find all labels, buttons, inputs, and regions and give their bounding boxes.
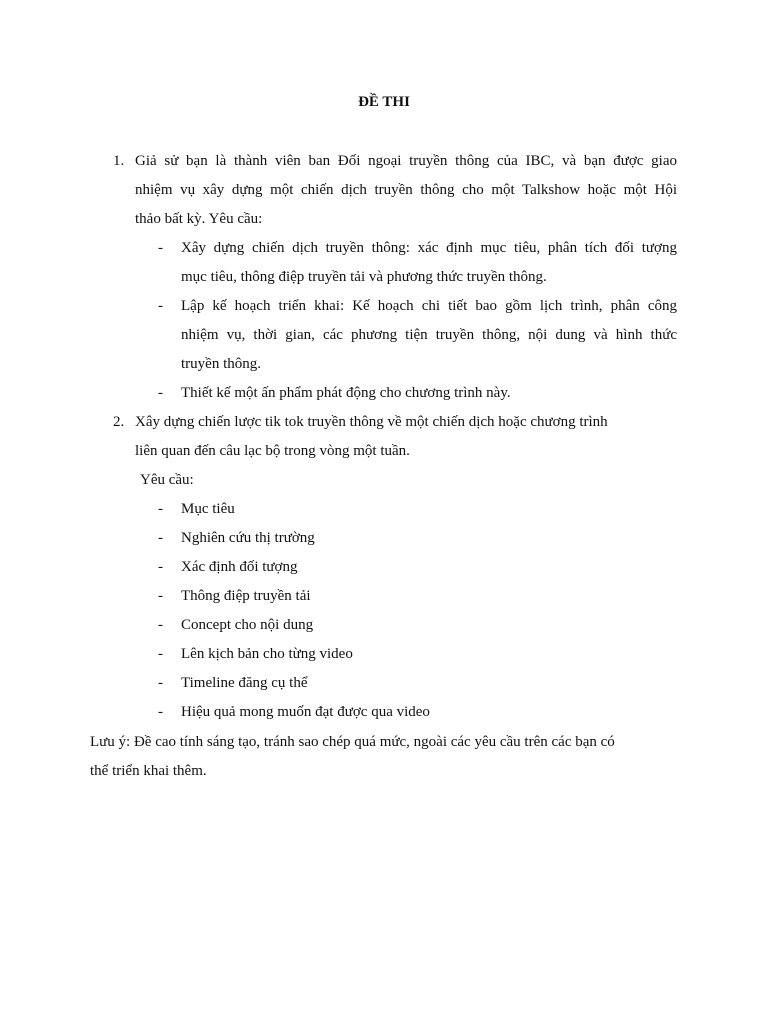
q2-bullet-item: Nghiên cứu thị trường bbox=[181, 530, 315, 546]
q1-bullet-3-line-1: Thiết kế một ấn phẩm phát động cho chương trình này. bbox=[181, 385, 511, 401]
bullet-dash: - bbox=[158, 675, 163, 691]
q1-line-3: thảo bất kỳ. Yêu cầu: bbox=[135, 211, 263, 227]
q1-bullet-1-line-2: mục tiêu, thông điệp truyền tải và phương thức truyền thông. bbox=[181, 269, 547, 285]
q1-bullet-2-line-3: truyền thông. bbox=[181, 356, 261, 372]
page-title: ĐỀ THI bbox=[358, 94, 410, 110]
q1-bullet-2-line-2: nhiệm vụ, thời gian, các phương tiện truyền thông, nội dung và hình thức bbox=[181, 327, 677, 343]
q2-requirements-label: Yêu cầu: bbox=[140, 472, 194, 488]
q2-bullet-item: Thông điệp truyền tải bbox=[181, 588, 311, 604]
q1-number: 1. bbox=[113, 153, 125, 169]
bullet-dash: - bbox=[158, 704, 163, 720]
bullet-dash: - bbox=[158, 298, 163, 314]
bullet-dash: - bbox=[158, 559, 163, 575]
bullet-dash: - bbox=[158, 501, 163, 517]
bullet-dash: - bbox=[158, 588, 163, 604]
note-line-2: thể triển khai thêm. bbox=[90, 763, 207, 779]
q1-bullet-1-line-1: Xây dựng chiến dịch truyền thông: xác định mục tiêu, phân tích đối tượng bbox=[181, 240, 677, 256]
q2-bullet-item: Lên kịch bản cho từng video bbox=[181, 646, 353, 662]
q1-line-1: Giả sử bạn là thành viên ban Đối ngoại truyền thông của IBC, và bạn được giao bbox=[135, 153, 677, 169]
bullet-dash: - bbox=[158, 240, 163, 256]
q1-bullet-2-line-1: Lập kế hoạch triển khai: Kế hoạch chi tiết bao gồm lịch trình, phân công bbox=[181, 298, 677, 314]
q2-bullet-item: Timeline đăng cụ thể bbox=[181, 675, 308, 691]
q2-bullet-item: Mục tiêu bbox=[181, 501, 235, 517]
note-line-1: Lưu ý: Đề cao tính sáng tạo, tránh sao chép quá mức, ngoài các yêu cầu trên các bạn có bbox=[90, 734, 615, 750]
q2-bullet-item: Xác định đối tượng bbox=[181, 559, 298, 575]
q2-number: 2. bbox=[113, 414, 125, 430]
bullet-dash: - bbox=[158, 646, 163, 662]
q2-bullet-item: Hiệu quả mong muốn đạt được qua video bbox=[181, 704, 430, 720]
q2-line-1: Xây dựng chiến lược tik tok truyền thông về một chiến dịch hoặc chương trình bbox=[135, 414, 608, 430]
q2-bullet-item: Concept cho nội dung bbox=[181, 617, 314, 633]
q2-line-2: liên quan đến câu lạc bộ trong vòng một tuần. bbox=[135, 443, 410, 459]
bullet-dash: - bbox=[158, 530, 163, 546]
bullet-dash: - bbox=[158, 617, 163, 633]
bullet-dash: - bbox=[158, 385, 163, 401]
q1-line-2: nhiệm vụ xây dựng một chiến dịch truyền thông cho một Talkshow hoặc một Hội bbox=[135, 182, 677, 198]
